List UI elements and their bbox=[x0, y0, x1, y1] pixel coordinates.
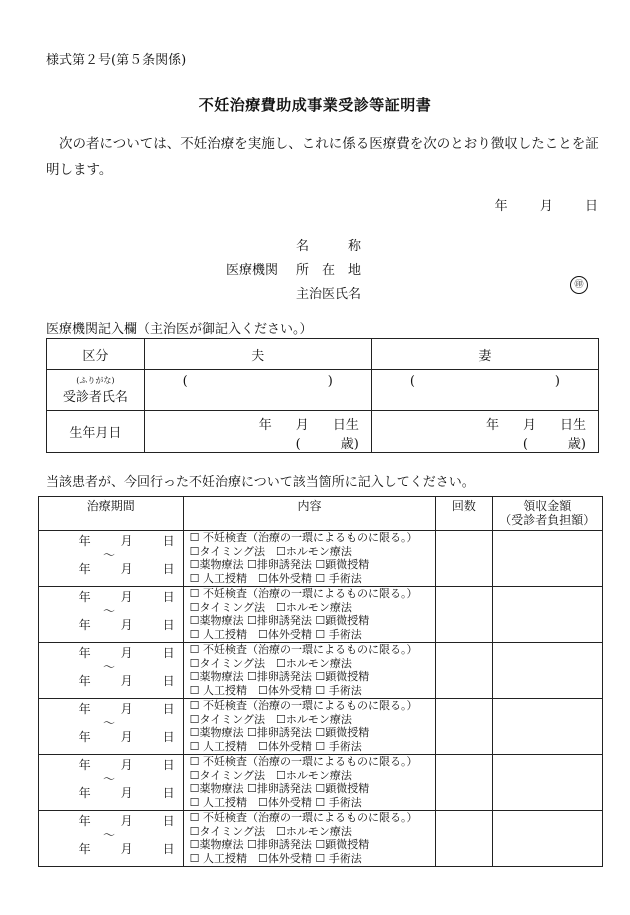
treatment-content-options[interactable] bbox=[183, 699, 436, 755]
period-end-day: 日 bbox=[162, 786, 175, 800]
period-end-month: 月 bbox=[120, 562, 133, 576]
period-start-day: 日 bbox=[162, 534, 175, 548]
treatment-period-field[interactable] bbox=[39, 755, 184, 811]
option-drug-ovulation-micro[interactable]: ☐薬物療法 ☐排卵誘発法 ☐顕微授精 bbox=[189, 614, 370, 627]
period-end-month: 月 bbox=[120, 842, 133, 856]
patient-name-text: 受診者氏名 bbox=[62, 389, 128, 405]
period-start-month: 月 bbox=[120, 534, 133, 548]
treatment-count-field[interactable] bbox=[436, 811, 492, 867]
treatment-content-options[interactable] bbox=[183, 811, 436, 867]
option-drug-ovulation-micro[interactable]: ☐薬物療法 ☐排卵誘発法 ☐顕微授精 bbox=[189, 838, 370, 851]
form-number: 様式第２号(第５条関係) bbox=[46, 53, 187, 68]
option-drug-ovulation-micro[interactable]: ☐薬物療法 ☐排卵誘発法 ☐顕微授精 bbox=[189, 670, 370, 683]
content-header: 内容 bbox=[183, 497, 436, 531]
period-start-year: 年 bbox=[78, 758, 91, 772]
treatment-content-options[interactable] bbox=[183, 587, 436, 643]
wife-name-field[interactable] bbox=[371, 370, 598, 411]
option-artificial-ivf-surgery[interactable]: ☐ 人工授精 ☐体外受精 ☐ 手術法 bbox=[189, 683, 362, 697]
period-tilde: ～ bbox=[103, 772, 116, 786]
option-drug-ovulation-micro[interactable]: ☐薬物療法 ☐排卵誘発法 ☐顕微授精 bbox=[189, 558, 370, 571]
option-artificial-ivf-surgery[interactable]: ☐ 人工授精 ☐体外受精 ☐ 手術法 bbox=[189, 851, 362, 865]
treatment-period-field[interactable] bbox=[39, 587, 184, 643]
period-tilde: ～ bbox=[103, 604, 116, 618]
period-end-month: 月 bbox=[120, 786, 133, 800]
treatment-row bbox=[39, 587, 603, 643]
document-title: 不妊治療費助成事業受診等証明書 bbox=[198, 96, 432, 114]
husband-age-close: 歳) bbox=[340, 437, 359, 452]
institution-label: 医療機関 bbox=[226, 263, 279, 278]
birthdate-label: 生年月日 bbox=[47, 411, 145, 453]
treatment-period-field[interactable] bbox=[39, 531, 184, 587]
wife-paren-open: ( bbox=[409, 374, 415, 389]
option-timing-hormone[interactable]: ☐タイミング法 ☐ホルモン療法 bbox=[189, 712, 352, 726]
option-infertility-test[interactable]: ☐ 不妊検査（治療の一環によるものに限る。） bbox=[189, 811, 418, 824]
husband-name-field[interactable] bbox=[144, 370, 371, 411]
period-start-year: 年 bbox=[78, 814, 91, 828]
doctor-name-label: 主治医氏名 bbox=[296, 287, 362, 302]
seal-mark: ㊞ bbox=[570, 276, 588, 294]
wife-birth-day: 日生 bbox=[559, 418, 586, 433]
period-end-day: 日 bbox=[162, 562, 175, 576]
date-year: 年 bbox=[494, 199, 508, 214]
treatment-row bbox=[39, 811, 603, 867]
period-start-day: 日 bbox=[162, 646, 175, 660]
husband-birth-month: 月 bbox=[295, 418, 309, 433]
option-drug-ovulation-micro[interactable]: ☐薬物療法 ☐排卵誘発法 ☐顕微授精 bbox=[189, 782, 370, 795]
option-artificial-ivf-surgery[interactable]: ☐ 人工授精 ☐体外受精 ☐ 手術法 bbox=[189, 627, 362, 641]
husband-header: 夫 bbox=[144, 339, 371, 370]
husband-birthdate-field[interactable] bbox=[144, 411, 371, 453]
treatment-row bbox=[39, 755, 603, 811]
date-day: 日 bbox=[584, 199, 598, 214]
section1-title: 医療機関記入欄（主治医が御記入ください。） bbox=[46, 322, 313, 337]
period-start-day: 日 bbox=[162, 590, 175, 604]
section2-title: 当該患者が、今回行った不妊治療について該当箇所に記入してください。 bbox=[46, 475, 475, 490]
period-start-month: 月 bbox=[120, 814, 133, 828]
period-tilde: ～ bbox=[103, 660, 116, 674]
date-month: 月 bbox=[539, 199, 553, 214]
period-start-year: 年 bbox=[78, 534, 91, 548]
option-timing-hormone[interactable]: ☐タイミング法 ☐ホルモン療法 bbox=[189, 544, 352, 558]
period-end-year: 年 bbox=[78, 786, 91, 800]
period-tilde: ～ bbox=[103, 548, 116, 562]
issue-date bbox=[495, 195, 598, 214]
period-start-day: 日 bbox=[162, 758, 175, 772]
wife-header: 妻 bbox=[371, 339, 598, 370]
patient-name-label bbox=[47, 370, 145, 411]
treatment-amount-field[interactable] bbox=[492, 531, 602, 587]
period-start-year: 年 bbox=[78, 590, 91, 604]
period-end-year: 年 bbox=[78, 618, 91, 632]
option-timing-hormone[interactable]: ☐タイミング法 ☐ホルモン療法 bbox=[189, 824, 352, 838]
husband-paren-close: ) bbox=[327, 374, 333, 389]
period-start-month: 月 bbox=[120, 590, 133, 604]
treatment-period-field[interactable] bbox=[39, 811, 184, 867]
option-artificial-ivf-surgery[interactable]: ☐ 人工授精 ☐体外受精 ☐ 手術法 bbox=[189, 739, 362, 753]
option-timing-hormone[interactable]: ☐タイミング法 ☐ホルモン療法 bbox=[189, 768, 352, 782]
treatment-count-field[interactable] bbox=[436, 699, 492, 755]
wife-age-open: ( bbox=[522, 437, 528, 452]
treatment-row bbox=[39, 643, 603, 699]
option-infertility-test[interactable]: ☐ 不妊検査（治療の一環によるものに限る。） bbox=[189, 699, 418, 712]
period-start-day: 日 bbox=[162, 702, 175, 716]
intro-text: 次の者については、不妊治療を実施し、これに係る医療費を次のとおり徴収したことを証明します。 bbox=[46, 136, 599, 178]
treatment-content-options[interactable] bbox=[183, 531, 436, 587]
option-infertility-test[interactable]: ☐ 不妊検査（治療の一環によるものに限る。） bbox=[189, 755, 418, 768]
option-timing-hormone[interactable]: ☐タイミング法 ☐ホルモン療法 bbox=[189, 656, 352, 670]
treatment-content-options[interactable] bbox=[183, 755, 436, 811]
option-artificial-ivf-surgery[interactable]: ☐ 人工授精 ☐体外受精 ☐ 手術法 bbox=[189, 571, 362, 585]
treatment-content-options[interactable] bbox=[183, 643, 436, 699]
category-header: 区分 bbox=[47, 339, 145, 370]
period-end-year: 年 bbox=[78, 730, 91, 744]
period-end-year: 年 bbox=[78, 674, 91, 688]
wife-age-close: 歳) bbox=[567, 437, 586, 452]
patient-table bbox=[46, 338, 599, 453]
period-header: 治療期間 bbox=[39, 497, 184, 531]
amount-header-line1: 領収金額 bbox=[523, 499, 572, 513]
institution-block bbox=[226, 235, 361, 307]
period-end-month: 月 bbox=[120, 674, 133, 688]
furigana-label: (ふりがな) bbox=[76, 375, 115, 385]
period-tilde: ～ bbox=[103, 716, 116, 730]
period-end-year: 年 bbox=[78, 842, 91, 856]
option-drug-ovulation-micro[interactable]: ☐薬物療法 ☐排卵誘発法 ☐顕微授精 bbox=[189, 726, 370, 739]
option-infertility-test[interactable]: ☐ 不妊検査（治療の一環によるものに限る。） bbox=[189, 531, 418, 544]
treatment-count-field[interactable] bbox=[436, 587, 492, 643]
wife-birth-year: 年 bbox=[485, 418, 499, 433]
treatment-table bbox=[38, 496, 603, 867]
count-header: 回数 bbox=[436, 497, 492, 531]
period-start-month: 月 bbox=[120, 758, 133, 772]
period-start-day: 日 bbox=[162, 814, 175, 828]
treatment-amount-field[interactable] bbox=[492, 755, 602, 811]
husband-age-open: ( bbox=[295, 437, 301, 452]
treatment-count-field[interactable] bbox=[436, 531, 492, 587]
period-start-month: 月 bbox=[120, 702, 133, 716]
treatment-amount-field[interactable] bbox=[492, 699, 602, 755]
period-end-day: 日 bbox=[162, 674, 175, 688]
treatment-count-field[interactable] bbox=[436, 643, 492, 699]
period-end-month: 月 bbox=[120, 730, 133, 744]
period-tilde: ～ bbox=[103, 828, 116, 842]
treatment-period-field[interactable] bbox=[39, 643, 184, 699]
period-start-year: 年 bbox=[78, 646, 91, 660]
treatment-amount-field[interactable] bbox=[492, 587, 602, 643]
period-end-day: 日 bbox=[162, 618, 175, 632]
treatment-row bbox=[39, 531, 603, 587]
treatment-period-field[interactable] bbox=[39, 699, 184, 755]
option-infertility-test[interactable]: ☐ 不妊検査（治療の一環によるものに限る。） bbox=[189, 587, 418, 600]
option-infertility-test[interactable]: ☐ 不妊検査（治療の一環によるものに限る。） bbox=[189, 643, 418, 656]
treatment-amount-field[interactable] bbox=[492, 643, 602, 699]
period-start-month: 月 bbox=[120, 646, 133, 660]
treatment-count-field[interactable] bbox=[436, 755, 492, 811]
treatment-row bbox=[39, 699, 603, 755]
period-end-year: 年 bbox=[78, 562, 91, 576]
period-end-day: 日 bbox=[162, 842, 175, 856]
treatment-amount-field[interactable] bbox=[492, 811, 602, 867]
institution-address-label: 所 在 地 bbox=[296, 263, 362, 278]
wife-birthdate-field[interactable] bbox=[371, 411, 598, 453]
amount-header bbox=[492, 497, 602, 531]
wife-birth-month: 月 bbox=[522, 418, 536, 433]
husband-birth-year: 年 bbox=[258, 418, 272, 433]
period-end-month: 月 bbox=[120, 618, 133, 632]
husband-paren-open: ( bbox=[182, 374, 188, 389]
period-start-year: 年 bbox=[78, 702, 91, 716]
amount-header-line2: （受診者負担額） bbox=[499, 513, 596, 527]
husband-birth-day: 日生 bbox=[332, 418, 359, 433]
option-artificial-ivf-surgery[interactable]: ☐ 人工授精 ☐体外受精 ☐ 手術法 bbox=[189, 795, 362, 809]
period-end-day: 日 bbox=[162, 730, 175, 744]
institution-name-label: 名 称 bbox=[296, 239, 362, 254]
option-timing-hormone[interactable]: ☐タイミング法 ☐ホルモン療法 bbox=[189, 600, 352, 614]
wife-paren-close: ) bbox=[554, 374, 560, 389]
